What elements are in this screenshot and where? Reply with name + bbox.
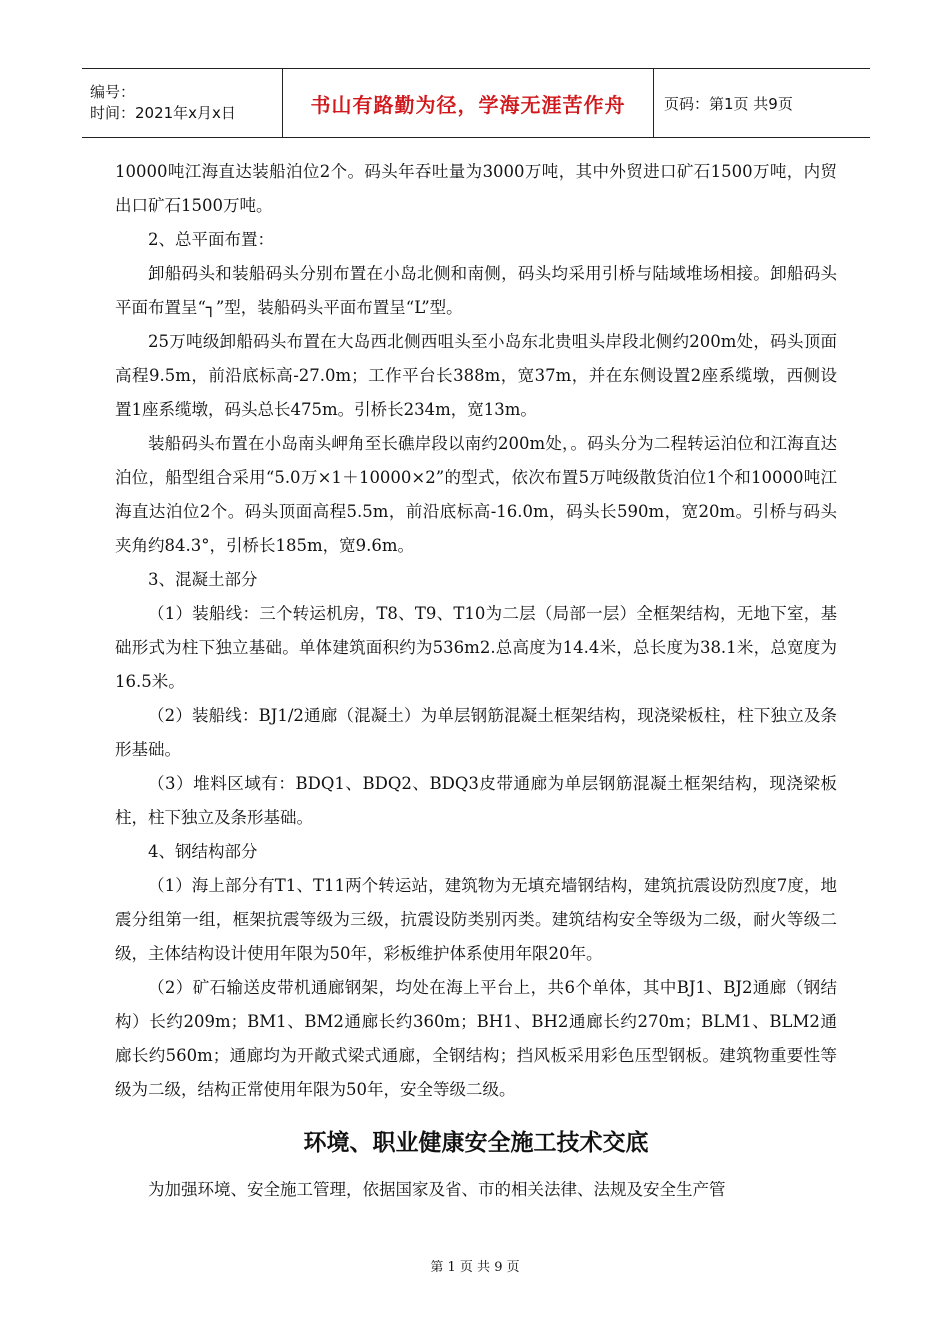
subheading: 2、总平面布置： xyxy=(148,230,274,249)
paragraph: （2）装船线：BJ1/2通廊（混凝土）为单层钢筋混凝土框架结构，现浇梁板柱，柱下独立及条形基础。 xyxy=(115,706,837,759)
header-motto-cell xyxy=(282,69,654,137)
header-page-label: 页码：第1页 共9页 xyxy=(664,94,793,113)
header-page-cell xyxy=(654,69,870,137)
paragraph: 25万吨级卸船码头布置在大岛西北侧西咀头至小岛东北贵咀头岸段北侧约200m处，码头顶面高程9.5m，前沿底标高-27.0m；工作平台长388m，宽37m，并在东侧设置2座系缆墩，西侧设置1座系缆墩，码头总长475m。引桥长234m，宽13m。 xyxy=(115,332,837,419)
document-body xyxy=(115,155,837,1207)
paragraph: 10000吨江海直达装船泊位2个。码头年吞吐量为3000万吨，其中外贸进口矿石1500万吨，内贸出口矿石1500万吨。 xyxy=(115,162,837,215)
paragraph: （1）装船线：三个转运机房，T8、T9、T10为二层（局部一层）全框架结构，无地下室，基础形式为柱下独立基础。单体建筑面积约为536m2.总高度为14.4米，总长度为38.1米，总宽度为16.5米。 xyxy=(115,604,837,691)
header-motto: 书山有路勤为径，学海无涯苦作舟 xyxy=(310,92,626,117)
subheading: 3、混凝土部分 xyxy=(148,570,258,589)
paragraph: （3）堆料区域有：BDQ1、BDQ2、BDQ3皮带通廊为单层钢筋混凝土框架结构，现浇梁板柱，柱下独立及条形基础。 xyxy=(115,774,837,827)
document-number-label: 编号： xyxy=(90,83,136,101)
section-title: 环境、职业健康安全施工技术交底 xyxy=(303,1130,649,1156)
page-header xyxy=(82,68,870,138)
document-time-label: 时间：2021年x月x日 xyxy=(90,104,236,122)
header-meta xyxy=(82,69,282,137)
paragraph: 装船码头布置在小岛南头岬角至长礁岸段以南约200m处，。码头分为二程转运泊位和江海直达泊位，船型组合采用“5.0万×1＋10000×2”的型式，依次布置5万吨级散货泊位1个和10000吨江海直达泊位2个。码头顶面高程5.5m，前沿底标高-16.0m，码头长590m，宽20m。引桥与码头夹角约84.3°，引桥长185m，宽9.6m。 xyxy=(115,434,837,555)
paragraph: 卸船码头和装船码头分别布置在小岛北侧和南侧，码头均采用引桥与陆域堆场相接。卸船码头平面布置呈“┐”型，装船码头平面布置呈“L”型。 xyxy=(115,264,837,317)
paragraph: （2）矿石输送皮带机通廊钢架，均处在海上平台上，共6个单体，其中BJ1、BJ2通廊（钢结构）长约209m；BM1、BM2通廊长约360m；BH1、BH2通廊长约270m；BLM1、BLM2通廊长约560m；通廊均为开敞式梁式通廊，全钢结构；挡风板采用彩色压型钢板。建筑物重要性等级为二级，结构正常使用年限为50年，安全等级二级。 xyxy=(115,978,837,1099)
paragraph: 为加强环境、安全施工管理，依据国家及省、市的相关法律、法规及安全生产管 xyxy=(148,1180,726,1199)
paragraph: （1）海上部分有T1、T11两个转运站，建筑物为无填充墙钢结构，建筑抗震设防烈度7度，地震分组第一组，框架抗震等级为三级，抗震设防类别丙类。建筑结构安全等级为二级，耐火等级二级，主体结构设计使用年限为50年，彩板维护体系使用年限20年。 xyxy=(115,876,837,963)
subheading: 4、钢结构部分 xyxy=(148,842,258,861)
page-footer: 第 1 页 共 9 页 xyxy=(430,1260,520,1275)
